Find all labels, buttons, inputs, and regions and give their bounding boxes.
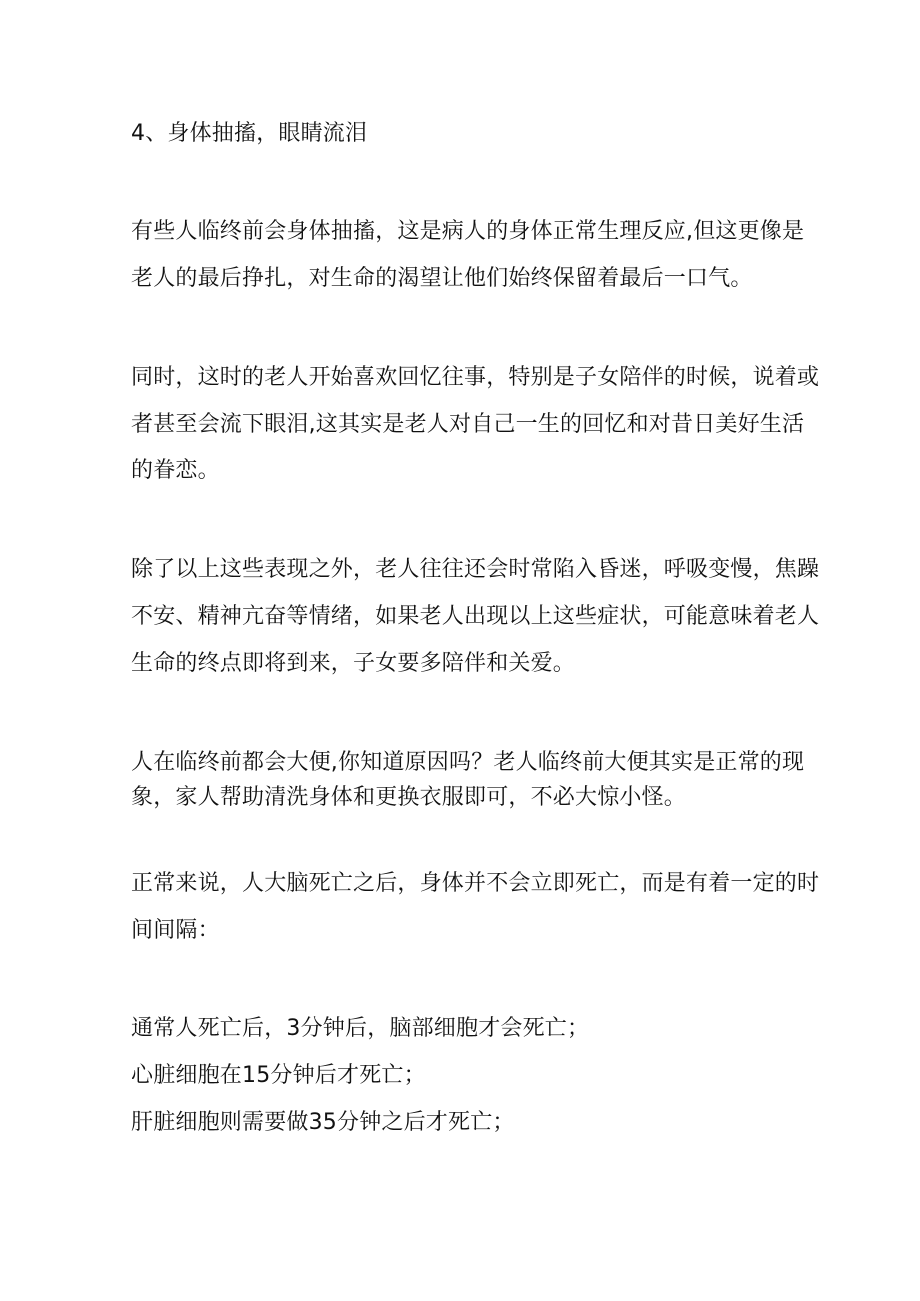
paragraph-5-line-1: 正常来说，人大脑死亡之后，身体并不会立即死亡，而是有着一定的时 [131, 871, 820, 896]
paragraph-2-line-2: 者甚至会流下眼泪,这其实是老人对自己一生的回忆和对昔日美好生活 [131, 412, 805, 437]
paragraph-1-line-2: 老人的最后挣扎，对生命的渴望让他们始终保留着最后一口气。 [131, 266, 753, 291]
paragraph-3-line-1: 除了以上这些表现之外，老人往往还会时常陷入昏迷，呼吸变慢，焦躁 [131, 557, 820, 582]
paragraph-3-line-3: 生命的终点即将到来，子女要多陪伴和关爱。 [131, 651, 576, 676]
section-heading: 4、身体抽搐，眼睛流泪 [131, 121, 368, 146]
paragraph-1-line-1: 有些人临终前会身体抽搐，这是病人的身体正常生理反应,但这更像是 [131, 219, 805, 244]
paragraph-5-line-2: 间间隔： [131, 918, 220, 943]
list-item-heart-cells: 心脏细胞在15分钟后才死亡； [131, 1063, 426, 1088]
paragraph-2-line-3: 的眷恋。 [131, 458, 220, 483]
list-item-brain-cells: 通常人死亡后，3分钟后，脑部细胞才会死亡； [131, 1016, 590, 1041]
paragraph-3-line-2: 不安、精神亢奋等情绪，如果老人出现以上这些症状，可能意味着老人 [131, 604, 820, 629]
list-item-liver-cells: 肝脏细胞则需要做35分钟之后才死亡； [131, 1110, 515, 1135]
paragraph-4-line-2: 象，家人帮助清洗身体和更换衣服即可，不必大惊小怪。 [131, 785, 687, 810]
paragraph-2-line-1: 同时，这时的老人开始喜欢回忆往事，特别是子女陪伴的时候，说着或 [131, 365, 820, 390]
paragraph-4-line-1: 人在临终前都会大便,你知道原因吗？老人临终前大便其实是正常的现 [131, 750, 805, 775]
